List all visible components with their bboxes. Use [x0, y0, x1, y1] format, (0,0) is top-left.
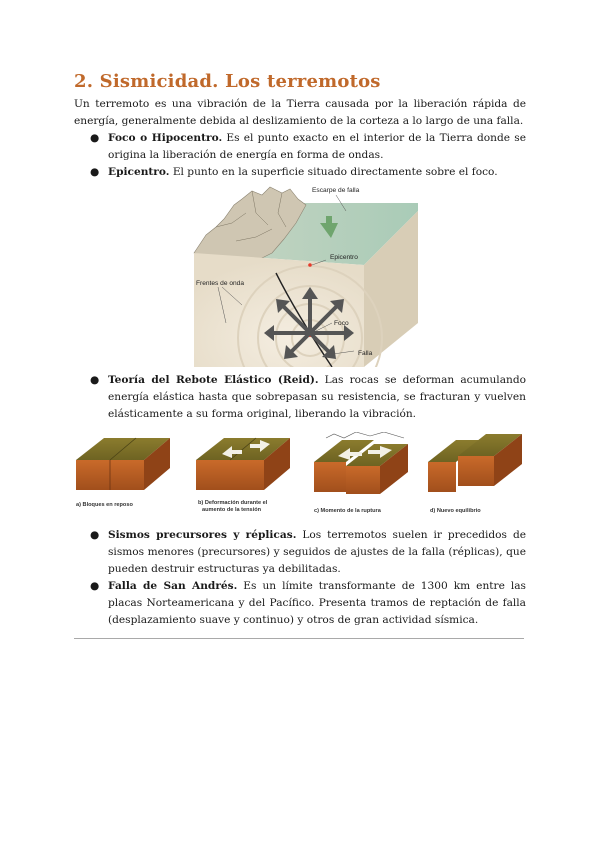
caption-a: a) Bloques en reposo: [76, 502, 133, 508]
bullet-text: El punto en la superficie situado directamente sobre el foco.: [169, 166, 498, 178]
list-item: [74, 578, 526, 629]
list-item: [74, 164, 526, 181]
bullet-term: Sismos precursores y réplicas.: [108, 529, 297, 541]
list-item: [74, 372, 526, 423]
bullet-term: Epicentro.: [108, 166, 170, 178]
block-d: [428, 434, 522, 492]
label-falla: Falla: [358, 350, 373, 357]
bullet-list-theory: [74, 372, 526, 423]
bullet-icon: ●: [90, 132, 100, 144]
bullet-list-definitions: [74, 130, 526, 181]
block-b: [196, 438, 290, 490]
bullet-icon: ●: [90, 374, 100, 386]
bullet-term: Falla de San Andrés.: [108, 580, 238, 592]
label-frentes: Frentes de onda: [196, 280, 245, 287]
label-foco: Foco: [334, 320, 349, 327]
label-escarpe: Escarpe de falla: [312, 187, 360, 194]
bullet-term: Foco o Hipocentro.: [108, 132, 223, 144]
bullet-icon: ●: [90, 529, 100, 541]
bullet-icon: ●: [90, 166, 100, 178]
bullet-text: Los terremotos suelen ir precedidos de sismos menores (precursores) y seguidos de ajustes de la falla (réplicas), que pueden destruir estructuras ya debilitadas.: [108, 529, 526, 575]
block-a: [76, 438, 170, 490]
bullet-text: Es el punto exacto en el interior de la Tierra donde se origina la liberación de energía en forma de ondas.: [108, 132, 526, 161]
list-item: [74, 130, 526, 164]
caption-c: c) Momento de la ruptura: [314, 508, 381, 514]
bullet-icon: ●: [90, 580, 100, 592]
bullet-text: Es un límite transformante de 1300 km entre las placas Norteamericana y del Pacífico. Presenta tramos de reptación de falla (desplazamiento suave y continuo) y otros de gran actividad sísmica.: [108, 580, 526, 626]
block-c: [314, 432, 408, 494]
list-item: [74, 527, 526, 578]
horizontal-rule: [74, 638, 524, 639]
epicenter-point: [308, 263, 312, 267]
elastic-rebound-diagram: [74, 432, 526, 524]
earthquake-block-diagram: [186, 183, 418, 367]
intro-paragraph: Un terremoto es una vibración de la Tierra causada por la liberación rápida de energía, generalmente debida al deslizamiento de la corteza a lo largo de una falla.: [74, 98, 526, 127]
caption-d: d) Nuevo equilibrio: [430, 508, 481, 514]
label-epicentro: Epicentro: [330, 254, 358, 261]
bullet-list-extra: [74, 527, 526, 629]
caption-b: b) Deformación durante el aumento de la tensión: [198, 500, 268, 513]
section-title: 2. Sismicidad. Los terremotos: [74, 71, 381, 92]
bullet-text: Las rocas se deforman acumulando energía elástica hasta que sobrepasan su resistencia, se fracturan y vuelven elásticamente a su forma original, liberando la vibración.: [108, 374, 526, 420]
bullet-term: Teoría del Rebote Elástico (Reid).: [108, 374, 319, 386]
